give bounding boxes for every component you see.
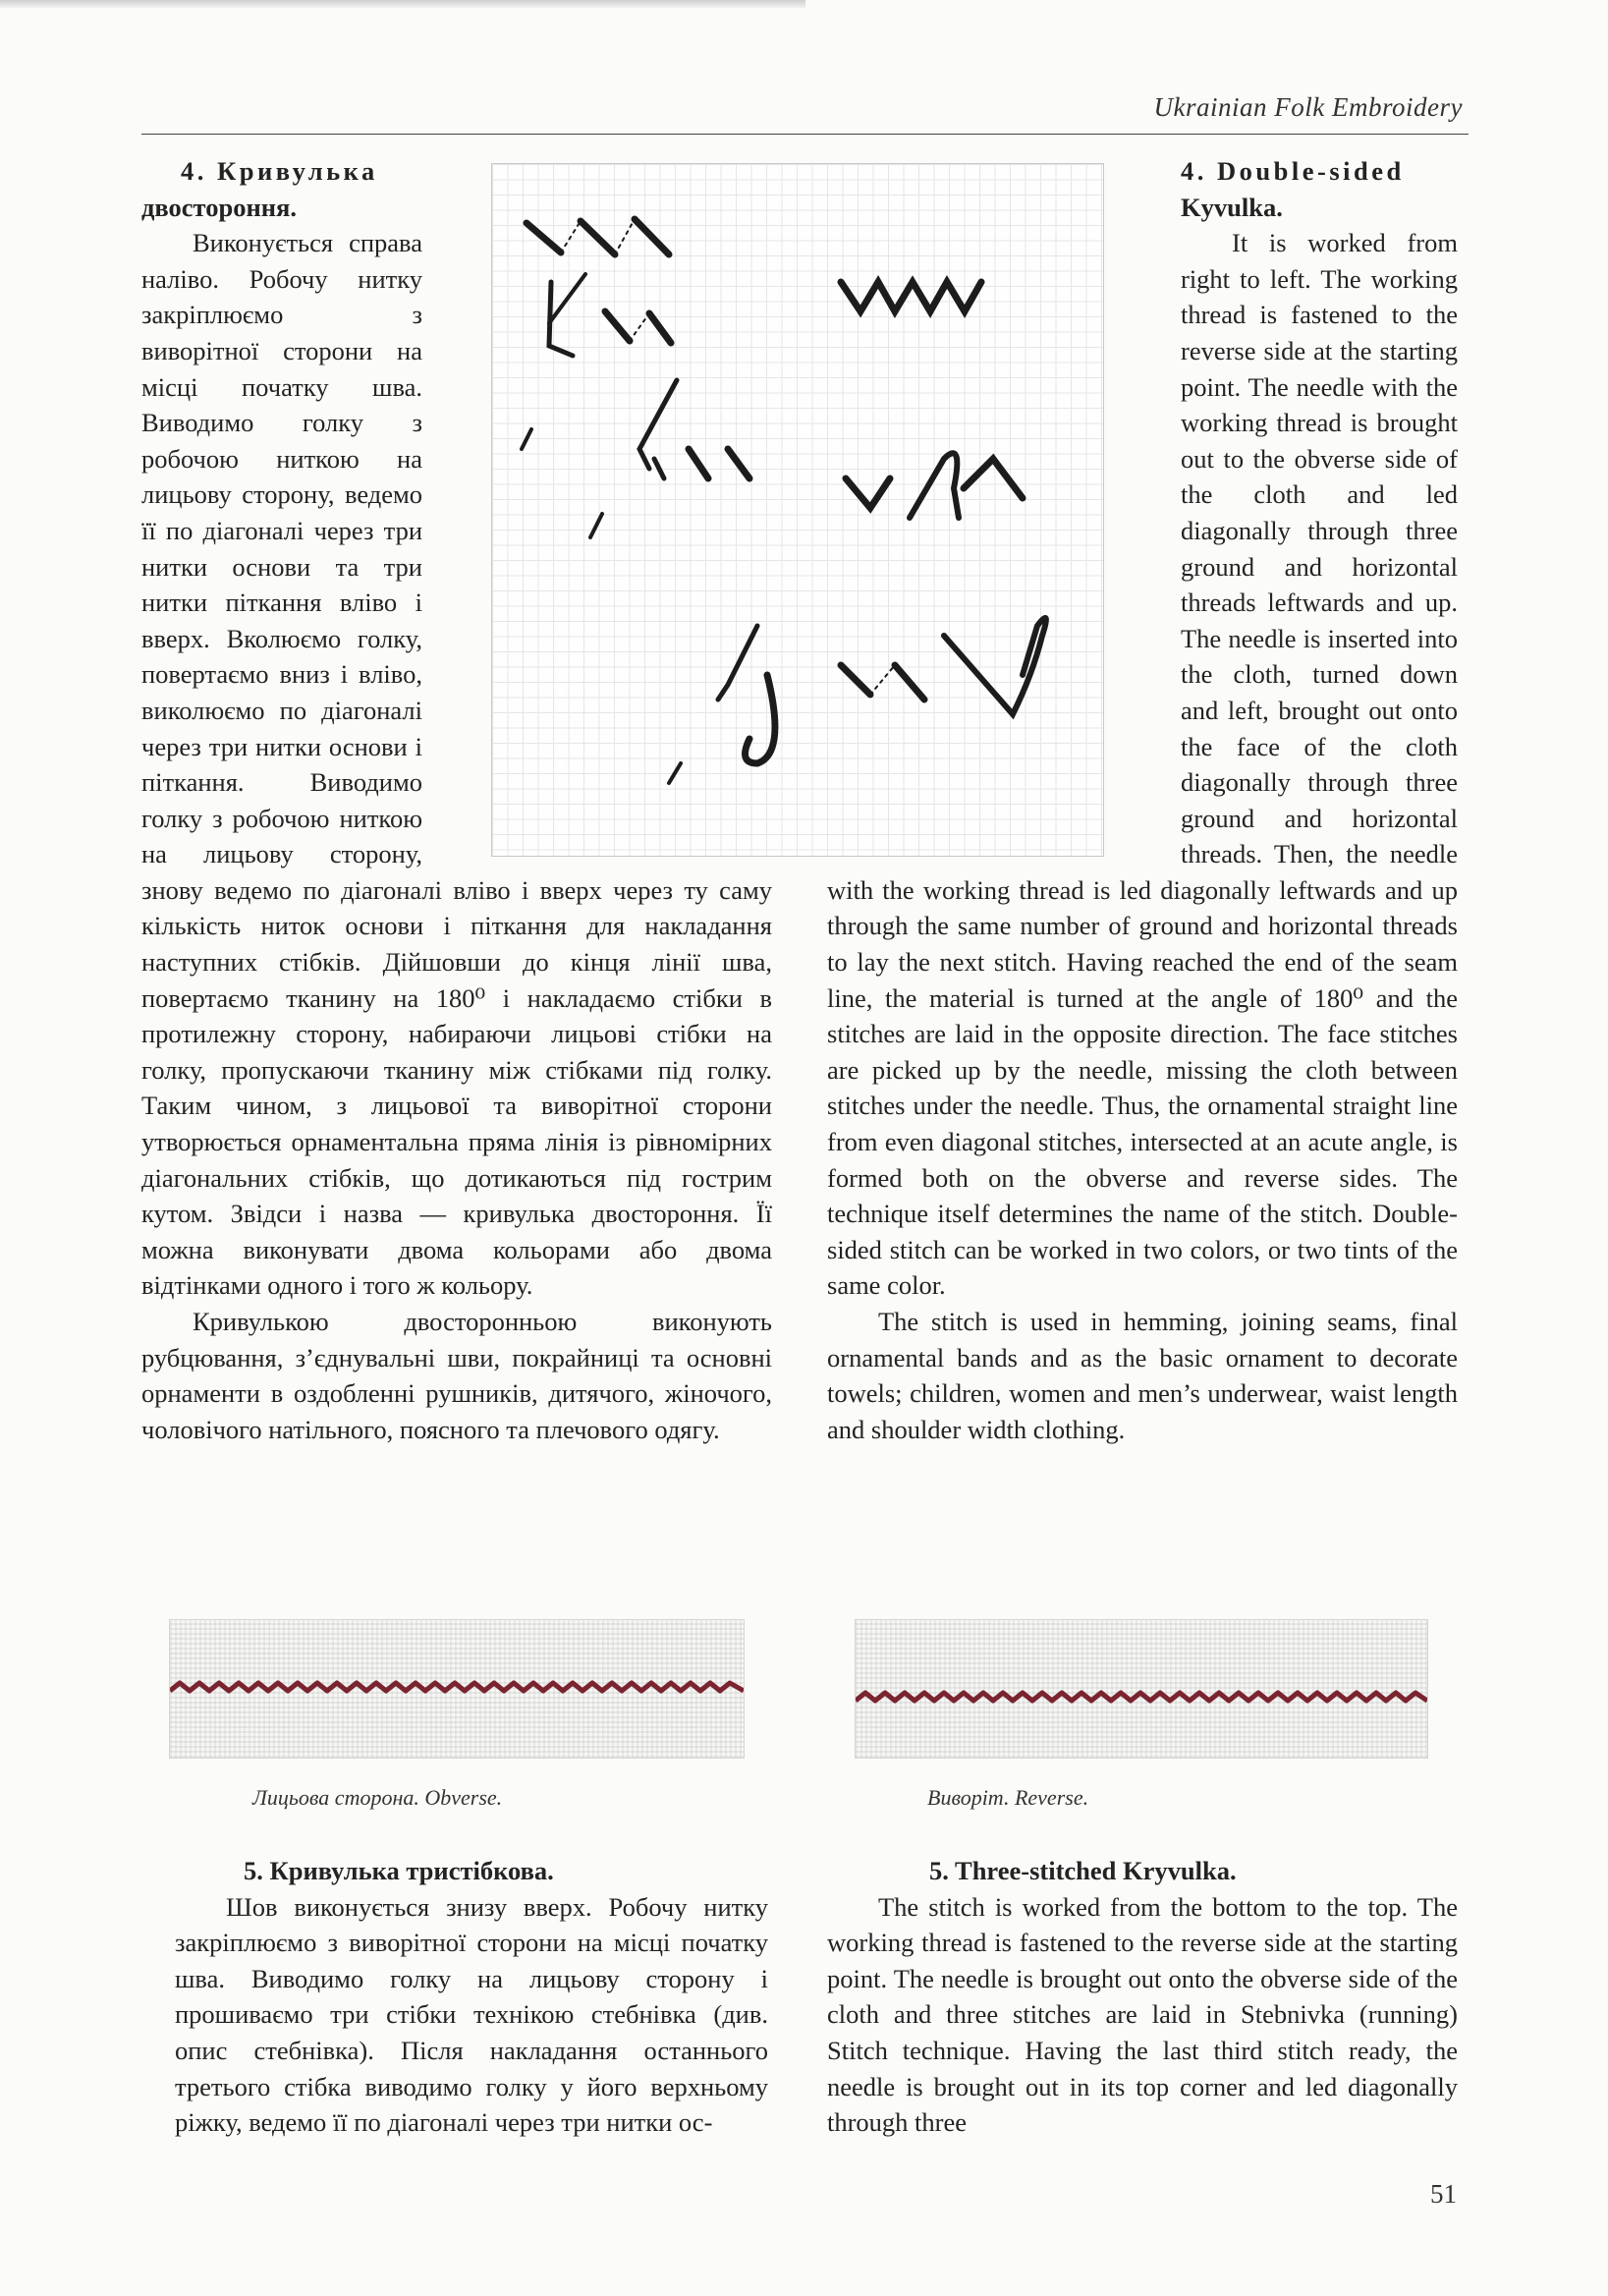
- reverse-stitch-dots: [870, 665, 895, 695]
- reverse-zigzag-line: [856, 1620, 1427, 1758]
- stitch-row-2: [605, 311, 671, 343]
- reverse-stitch-dots: [630, 313, 649, 341]
- thread-tail: [522, 429, 531, 449]
- fabric-photo-reverse: [855, 1619, 1428, 1759]
- stitch-diagram: [491, 163, 1104, 857]
- running-head: Ukrainian Folk Embroidery: [1153, 92, 1463, 122]
- page-number: 51: [1430, 2179, 1457, 2209]
- thread-tail-2: [590, 514, 602, 537]
- en-heading-4-line2: Kyvulka.: [1181, 192, 1283, 222]
- en-heading-5: 5. Three-stitched Kryvulka.: [929, 1856, 1237, 1885]
- stitch-3: [635, 219, 669, 254]
- obverse-zigzag-line: [170, 1620, 744, 1758]
- caption-reverse: Виворіт. Reverse.: [927, 1785, 1089, 1810]
- scan-top-edge: [0, 0, 805, 8]
- en-paragraph-1: It is worked from right to left. The working thread is fastened to the reverse side at the starting point. The needle with the working thread is brought out to the obverse side of the cloth and led diagonally through three ground and horizontal threads leftwards and up. The needle is inserted into the cloth, turned down and left, brought out onto the face of the cloth diagonally through three ground and horizontal threads. Then, the needle with the working thread is led diagonally leftwards and up through the same number of ground and horizontal threads to lay the next stitch. Having reached the end of the seam line, the material is turned at the angle of 180⁰ and the stitches are laid in the opposite direction. The face stitches are picked up by the needle, missing the cloth between stitches under the needle. Thus, the ornamental straight line from even diagonal stitches, intersected at an acute angle, is formed both on the obverse and reverse sides. The technique itself determines the name of the stitch. Double-sided stitch can be worked in two colors, or two tints of the same color.: [827, 228, 1458, 1301]
- needle-4: [944, 618, 1046, 714]
- stitch-row-3: [689, 449, 749, 478]
- en-section-5: [827, 1853, 1458, 2141]
- stitch-diagram-drawing: [492, 164, 1103, 856]
- uk-paragraph-2: Кривулькою двосторонньою виконують рубцювання, з’єднувальні шви, покрайниці та основні орнаменти в оздобленні рушників, дитячого, жіночого, чоловічого натільного, поясного та плечового одягу.: [141, 1307, 772, 1444]
- fabric-photo-obverse: [169, 1619, 745, 1759]
- en-paragraph-5: The stitch is worked from the bottom to the top. The working thread is fastened to the reverse side at the starting point. The needle is brought out onto the obverse side of the cloth and three stitches are laid in Stebnivka (running) Stitch technique. Having the last third stitch ready, the needle is brought out in its top corner and led diagonally through three: [827, 1891, 1458, 2138]
- uk-heading-4: 4. Кривулька: [181, 156, 378, 186]
- stitch-1: [527, 223, 561, 252]
- uk-paragraph-5: Шов виконується знизу вверх. Робочу нитку закріплюємо з виворітної сторони на місці початку шва. Виводимо голку на лицьову сторону і прошиваємо три стібки технікою стебнівка (див. опис стебнівка). Після накладання останнього третього стібка виводимо голку у його верхньому ріжку, ведемо її по діагоналі через три нитки ос-: [175, 1891, 768, 2138]
- en-paragraph-2: The stitch is used in hemming, joining seams, final ornamental bands and as the basic ornament to decorate towels; children, women and men’s underwear, waist length and shoulder width clothing.: [827, 1307, 1458, 1444]
- thread-tail-3: [669, 763, 681, 783]
- en-heading-4: 4. Double-sided: [1181, 156, 1405, 186]
- uk-heading-4-line2: двостороння.: [141, 192, 297, 222]
- needle-right: [910, 453, 959, 518]
- needle-2: [639, 380, 677, 478]
- stitch-right-1: [846, 478, 890, 508]
- stitch-bottom: [841, 665, 924, 700]
- uk-section-5: [175, 1853, 768, 2141]
- zigzag-right: [964, 459, 1023, 498]
- caption-obverse: Лицьова сторона. Obverse.: [252, 1785, 503, 1810]
- thread-loop: [746, 675, 776, 763]
- uk-heading-5: 5. Кривулька тристібкова.: [244, 1856, 554, 1885]
- header-rule: [141, 134, 1469, 135]
- stitch-2: [581, 221, 615, 254]
- zigzag-stitch: [841, 282, 981, 311]
- uk-paragraph-1: Виконується справа наліво. Робочу нитку закріплюємо з виворітної сторони на місці початку шва. Виводимо голку з робочою ниткою на лицьову сторону, ведемо її по діагоналі через три нитки основи та три нитки піткання вліво і вверх. Вколюємо голку, повертаємо вниз і вліво, виколюємо по діагоналі через три нитки основи і піткання. Виводимо голку з робочою ниткою на лицьову сторону, знову ведемо по діагоналі вліво і вверх через ту саму кількість ниток основи і піткання для накладання наступних стібків. Дійшовши до кінця лінії шва, повертаємо тканину на 180⁰ і накладаємо стібки в протилежну сторону, набираючи лицьові стібки на голку, пропускаючи тканину між стібками під голку. Таким чином, з лицьової та виворітної сторони утворюється орнаментальна пряма лінія із рівномірних діагональних стібків, що дотикаються під гострим кутом. Звідси і назва — кривулька двостороння. Її можна виконувати двома кольорами або двома відтінками одного і того ж кольору.: [141, 228, 772, 1301]
- needle-3: [718, 626, 757, 700]
- thread-1: [549, 274, 585, 323]
